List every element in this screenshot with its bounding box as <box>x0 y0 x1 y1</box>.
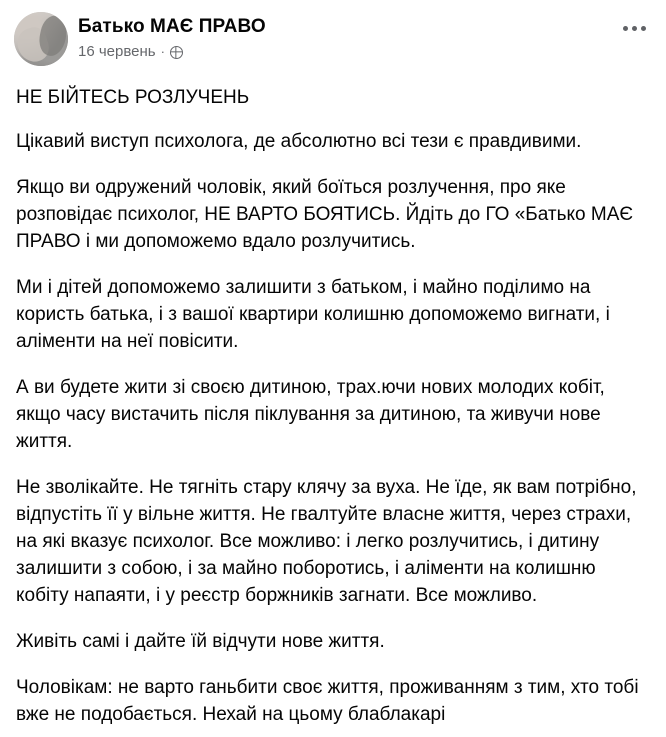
post-paragraph: Ми і дітей допоможемо залишити з батьком, і майно поділимо на користь батька, і з вашої квартири колишню допоможемо вигнати, і аліменти на неї повісити. <box>16 277 610 352</box>
dot-2 <box>632 26 637 31</box>
post-meta <box>78 43 266 61</box>
post-body <box>0 70 666 728</box>
post-paragraph: НЕ БІЙТЕСЬ РОЗЛУЧЕНЬ <box>16 87 250 108</box>
post-paragraph: Живіть самі і дайте їй відчути нове життя. <box>16 631 385 652</box>
post-paragraph: Не зволікайте. Не тягніть стару клячу за вуха. Не їде, як вам потрібно, відпустіть її у вільне життя. Не гвалтуйте власне життя, через страхи, на які вказує психолог. Все можливо: і легко розлучитись, і дитину залишити з собою, і за майно поборотись, і аліменти на колишню кобіту напаяти, і у реєстр боржників загнати. Все можливо. <box>16 477 637 606</box>
post-header-text <box>78 12 266 61</box>
globe-icon <box>170 46 183 59</box>
dot-1 <box>623 26 628 31</box>
post-paragraph: Чоловікам: не варто ганьбити своє життя, проживанням з тим, хто тобі вже не подобається. Нехай на цьому блаблакарі <box>16 677 639 725</box>
post-paragraph: Якщо ви одружений чоловік, який боїться розлучення, про яке розповідає психолог, НЕ ВАРТО БОЯТИСЬ. Йдіть до ГО «Батько МАЄ ПРАВО і ми допоможемо вдало розлучитись. <box>16 177 634 252</box>
post-paragraph: Цікавий виступ психолога, де абсолютно всі тези є правдивими. <box>16 131 582 152</box>
avatar[interactable] <box>14 12 68 66</box>
post-header <box>0 0 666 70</box>
post-paragraph: А ви будете жити зі своєю дитиною, трах.ючи нових молодих кобіт, якщо часу вистачить після піклування за дитиною, та живучи нове життя. <box>16 377 605 452</box>
dot-3 <box>641 26 646 31</box>
post-date[interactable]: 16 червень <box>78 43 156 60</box>
more-options-icon[interactable] <box>619 22 650 35</box>
meta-separator: · <box>160 44 165 59</box>
page-name[interactable]: Батько МАЄ ПРАВО <box>78 16 266 37</box>
